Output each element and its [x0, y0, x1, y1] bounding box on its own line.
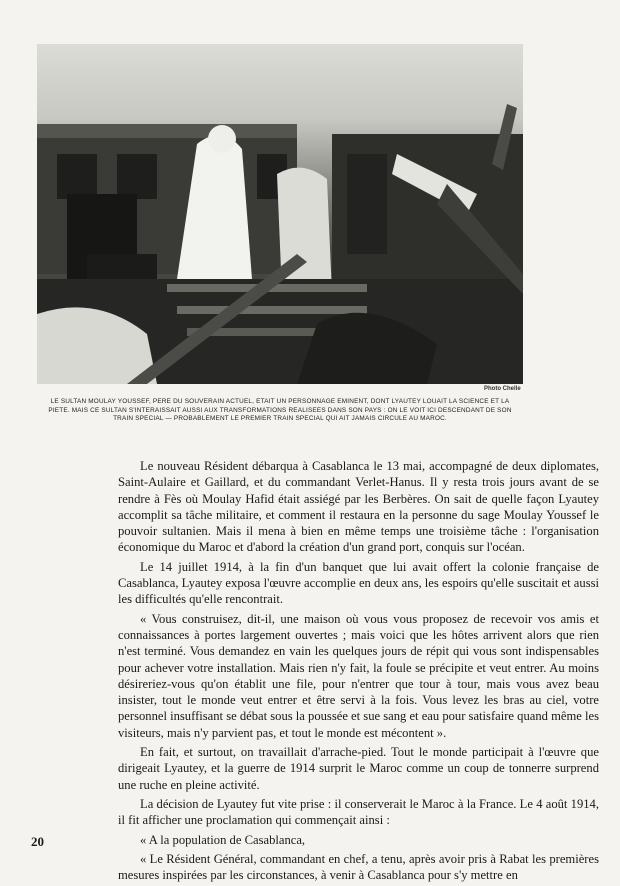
train-scene-illustration	[37, 44, 523, 384]
paragraph: Le 14 juillet 1914, à la fin d'un banquet que lui avait offert la colonie française de Casablanca, Lyautey exposa l'œuvre accomplie en deux ans, les espoirs qu'elle suscitait et aussi les difficultés qu'elle rencontrait.	[118, 559, 599, 607]
article-body	[118, 458, 599, 886]
paragraph: Le nouveau Résident débarqua à Casablanca le 13 mai, accompagné de deux diplomates, Saint-Aulaire et Gaillard, et du commandant Verlet-Hanus. Il y resta trois jours avant de se rendre à Fès où Moulay Hafid était assiégé par les Berbères. On sait de quelle façon Lyautey accomplit sa tâche militaire, et comment il restaura en la personne du sage Moulay Youssef le pouvoir sultanien. Mais il mena à bien en même temps une troisième tâche : l'organisation économique du Maroc et d'abord la création d'un grand port, conquis sur l'océan.	[118, 459, 599, 555]
paragraph: « A la population de Casablanca,	[140, 832, 306, 847]
page-number: 20	[31, 834, 44, 849]
paragraph: « Vous construisez, dit-il, une maison où vous vous proposez de recevoir vos amis et connaissances à portes largement ouvertes ; mais voici que les hôtes arrivent alors que rien n'est terminé. Vous demandez en vain les quelques jours de répit qui vous sont indispensables pour achever votre installation. Mais rien n'y fait, la foule se précipite et veut entrer. Au moins désireriez-vous qu'on établit une file, pour n'entrer que tour à tour, mais vous avez beau insister, tout le monde veut entrer et être servi à la fois. Vous levez les bras au ciel, votre personnel insuffisant se débat sous la poussée et sue sang et eau pour satisfaire quand même les visiteurs, mais n'y parvient pas, et tout le monde est mécontent ».	[118, 611, 599, 740]
historical-photo	[37, 44, 523, 384]
paragraph: En fait, et surtout, on travaillait d'arrache-pied. Tout le monde participait à l'œuvre que dirigeait Lyautey, et la guerre de 1914 surprit le Maroc comme un coup de tonnerre surprend une ruche en pleine activité.	[118, 745, 599, 792]
paragraph: « Le Résident Général, commandant en chef, a tenu, après avoir pris à Rabat les premières mesures inspirées par les circonstances, à venir à Casablanca pour s'y mettre en	[118, 851, 599, 883]
paragraph: La décision de Lyautey fut vite prise : il conserverait le Maroc à la France. Le 4 août 1914, il fit afficher une proclamation qui commençait ainsi :	[118, 796, 599, 828]
photo-credit: Photo Chelle	[484, 386, 521, 392]
photo-caption: LE SULTAN MOULAY YOUSSEF, PERE DU SOUVERAIN ACTUEL, ETAIT UN PERSONNAGE EMINENT, DONT LYAUTEY LOUAIT LA SCIENCE ET LA PIETE. MAIS CE SULTAN S'INTERAISSAIT AUSSI AUX TRANSFORMATIONS REALISEES DANS SON PAYS : ON LE VOIT ICI DESCENDANT DE SON TRAIN SPECIAL — PROBABLEMENT LE PREMIER TRAIN SPECIAL QUI AIT JAMAIS CIRCULE AU MAROC.	[48, 398, 512, 422]
